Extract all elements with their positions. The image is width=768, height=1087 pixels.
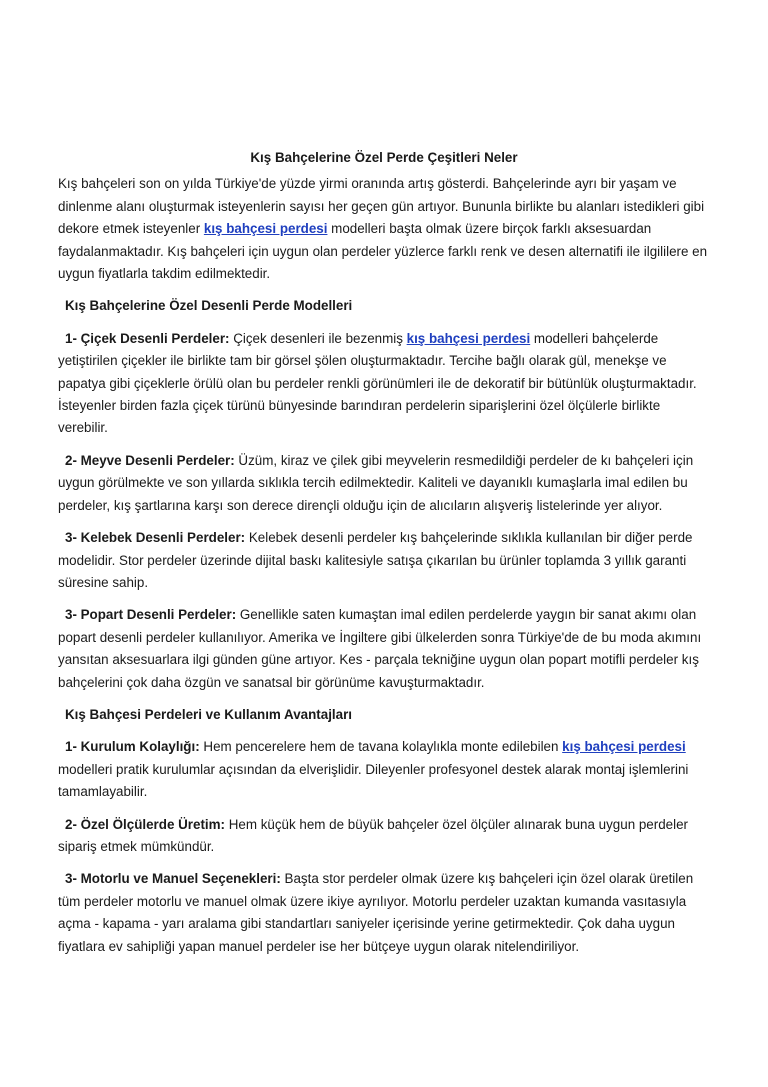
item-heading: 2- Meyve Desenli Perdeler: <box>65 452 235 468</box>
item-text: Genellikle saten kumaştan imal edilen perdelerde yaygın bir sanat akımı olan popart desenli perdeler kullanılıyor. Amerika ve İngiltere gibi ülkelerden sonra Türkiye'de de bu moda akımını yansıtan aksesuarlara ilgi günden güne artıyor. Kes - parçala tekniğine uygun olan popart motifli perdeler kış bahçelerini çok daha özgün ve sanatsal bir görünüme kavuşturmaktadır. <box>58 607 702 690</box>
kis-bahcesi-perdesi-link[interactable]: kış bahçesi perdesi <box>562 739 686 755</box>
intro-paragraph <box>58 173 710 285</box>
list-item-popart-desenli <box>58 604 710 694</box>
item-heading: 2- Özel Ölçülerde Üretim: <box>65 816 225 832</box>
kis-bahcesi-perdesi-link[interactable]: kış bahçesi perdesi <box>203 221 328 237</box>
item-text-after: modelleri bahçelerde yetiştirilen çiçekler ile birlikte tam bir görsel şölen oluşturmaktadır. Tercihe bağlı olarak gül, menekşe ve papatya gibi çiçeklerle örülü olan bu perdeler renkli görünümleri ile de dekoratif bir bütünlük oluşturmaktadır. İsteyenler birden fazla çiçek türünü bünyesinde barındıran perdelerin siparişlerini özel ölçülerle birlikte verebilir. <box>58 330 697 436</box>
list-item-kurulum-kolayligi <box>58 736 710 803</box>
item-heading: 3- Kelebek Desenli Perdeler: <box>65 530 246 546</box>
item-heading: 1- Kurulum Kolaylığı: <box>65 739 200 755</box>
item-heading: 1- Çiçek Desenli Perdeler: <box>65 330 230 346</box>
list-item-cicek-desenli <box>58 328 710 440</box>
document-title: Kış Bahçelerine Özel Perde Çeşitleri Neler <box>250 150 518 165</box>
list-item-motorlu-manuel <box>58 868 710 958</box>
item-text-after: modelleri pratik kurulumlar açısından da elverişlidir. Dileyenler profesyonel destek alarak montaj işlemlerini tamamlayabilir. <box>58 761 689 800</box>
kis-bahcesi-perdesi-link[interactable]: kış bahçesi perdesi <box>406 330 531 346</box>
item-text: Üzüm, kiraz ve çilek gibi meyvelerin resmedildiği perdeler de kı bahçeleri için uygun görülmekte ve son yıllarda sıklıkla tercih edilmektedir. Kaliteli ve dayanıklı kumaşlarla imal edilen bu perdeler, kış şartlarına karşı son derece dirençli olduğu için de alıcıların alışveriş listelerinde yer alıyor. <box>58 452 694 513</box>
list-item-meyve-desenli <box>58 450 710 517</box>
section-heading-avantajlar: Kış Bahçesi Perdeleri ve Kullanım Avantajları <box>65 706 353 722</box>
intro-text-before: Kış bahçeleri son on yılda Türkiye'de yüzde yirmi oranında artış gösterdi. Bahçelerinde ayrı bir yaşam ve dinlenme alanı oluşturmak isteyenlerin sayısı her geçen gün artıyor. Bununla birlikte bu alanları istedikleri gibi dekore etmek isteyenler <box>58 176 705 237</box>
item-text: Başta stor perdeler olmak üzere kış bahçeleri için özel olarak üretilen tüm perdeler motorlu ve manuel olmak üzere ikiye ayrılıyor. Motorlu perdeler uzaktan kumanda vasıtasıyla açma - kapama - yarı aralama gibi standartları saniyeler içerisinde yerine getirmektedir. Çok daha uygun fiyatlara ev sahipliği yapan manuel perdeler ise her bütçeye uygun olarak nitelendiriliyor. <box>58 871 694 954</box>
item-text-before: Çiçek desenleri ile bezenmiş <box>229 330 407 346</box>
intro-text-after: modelleri başta olmak üzere birçok farklı aksesuardan faydalanmaktadır. Kış bahçeleri için uygun olan perdeler yüzlerce farklı renk ve desen alternatifi ile ilgililere en uygun fiyatlarla takdim edilmektedir. <box>58 221 708 282</box>
item-text-before: Hem pencerelere hem de tavana kolaylıkla monte edilebilen <box>199 739 563 755</box>
item-heading: 3- Popart Desenli Perdeler: <box>65 607 237 623</box>
document-page <box>58 147 710 968</box>
item-text: Hem küçük hem de büyük bahçeler özel ölçüler alınarak buna uygun perdeler sipariş etmek mümkündür. <box>58 816 688 854</box>
section-heading-desenli-perde: Kış Bahçelerine Özel Desenli Perde Modelleri <box>65 298 353 314</box>
item-heading: 3- Motorlu ve Manuel Seçenekleri: <box>65 871 281 887</box>
list-item-kelebek-desenli <box>58 527 710 594</box>
list-item-ozel-olculer <box>58 814 710 859</box>
item-text: Kelebek desenli perdeler kış bahçelerinde sıklıkla kullanılan bir diğer perde modelidir. Stor perdeler üzerinde dijital baskı kalitesiyle satışa çıkarılan bu ürünler toplamda 3 yıllık garanti süresine sahip. <box>58 530 693 590</box>
